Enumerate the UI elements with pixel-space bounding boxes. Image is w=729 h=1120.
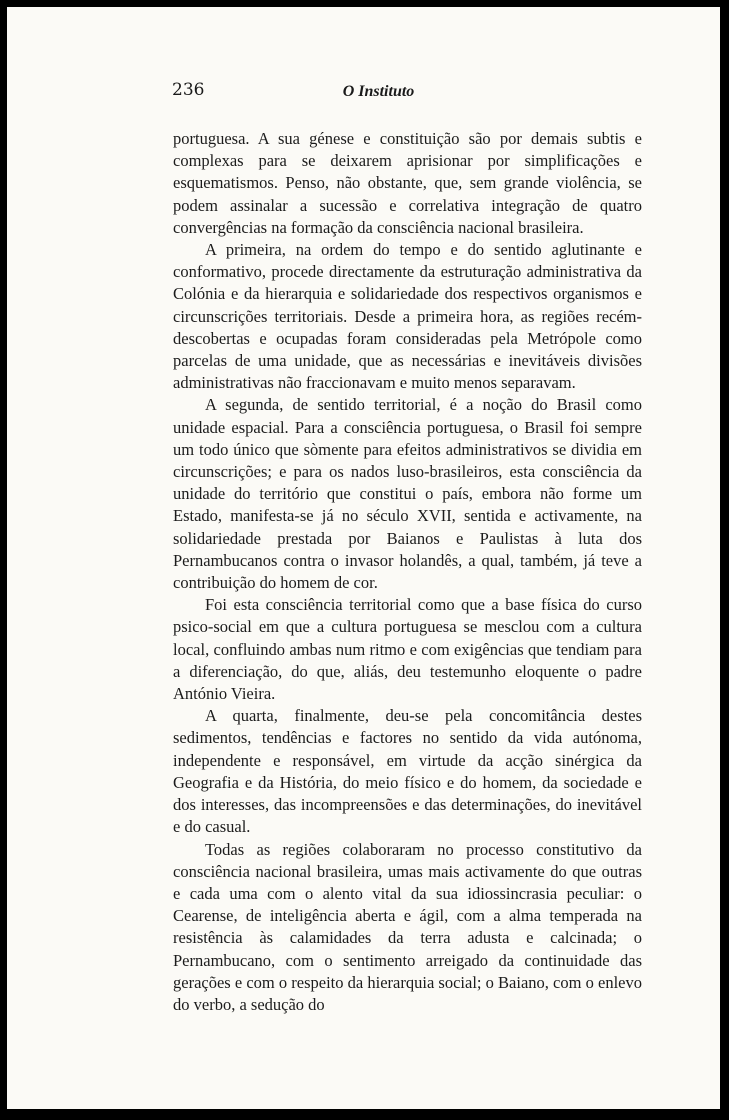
paragraph-second-convergence: A segunda, de sentido territorial, é a noção do Brasil como unidade espacial. Para a consciência portuguesa, o Brasil foi sempre um todo único que sòmente para efeitos administrativos se dividia em circunscrições; e para os nados luso-brasileiros, esta consciência da unidade do território que constitui o país, embora não forme um Estado, manifesta-se já no século XVII, sentida e activamente, na solidariedade prestada por Baianos e Paulistas à luta dos Pernambucanos contra o invasor holandês, a qual, também, já teve a contribuição do homem de cor. <box>173 395 642 593</box>
page-header <box>7 80 720 110</box>
running-title: O Instituto <box>342 83 415 100</box>
paragraph-first-convergence: A primeira, na ordem do tempo e do sentido aglutinante e conformativo, procede directamente da estruturação administrativa da Colónia e da hierarquia e solidariedade dos respectivos organismos e circunscrições territoriais. Desde a primeira hora, as regiões recém-descobertas e ocupadas foram consideradas pela Metrópole como parcelas de uma unidade, que as necessárias e inevitáveis divisões administrativas não fraccionavam e muito menos separavam. <box>173 240 642 393</box>
body-text <box>173 128 642 1016</box>
page-number: 236 <box>172 80 205 100</box>
paragraph-fourth-convergence: A quarta, finalmente, deu-se pela concomitância destes sedimentos, tendências e factores no sentido da vida autónoma, independente e responsável, em virtude da acção sinérgica da Geografia e da História, do meio físico e do homem, da sociedade e dos interesses, das incompreensões e das determinações, do inevitável e do casual. <box>173 706 642 837</box>
paragraph-regions: Todas as regiões colaboraram no processo constitutivo da consciência nacional brasileira, umas mais activamente do que outras e cada uma com o alento vital da sua idiossincrasia peculiar: o Cearense, de inteligência aberta e ágil, com a alma temperada na resistência às calamidades da terra adusta e calcinada; o Pernambucano, com o sentimento arreigado da continuidade das gerações e com o respeito da hierarquia social; o Baiano, com o enlevo do verbo, a sedução do <box>173 839 642 1014</box>
book-page <box>7 7 720 1109</box>
paragraph-continuation: portuguesa. A sua génese e constituição são por demais subtis e complexas para se deixarem aprisionar por simplificações e esquematismos. Penso, não obstante, que, sem grande violência, se podem assinalar a sucessão e correlativa integração de quatro convergências na formação da consciência nacional brasileira. <box>173 129 642 237</box>
paragraph-territorial-consciousness: Foi esta consciência territorial como que a base física do curso psico-social em que a cultura portuguesa se mesclou com a cultura local, confluindo ambas num ritmo e com exigências que tendiam para a diferenciação, do que, aliás, deu testemunho eloquente o padre António Vieira. <box>173 595 642 704</box>
